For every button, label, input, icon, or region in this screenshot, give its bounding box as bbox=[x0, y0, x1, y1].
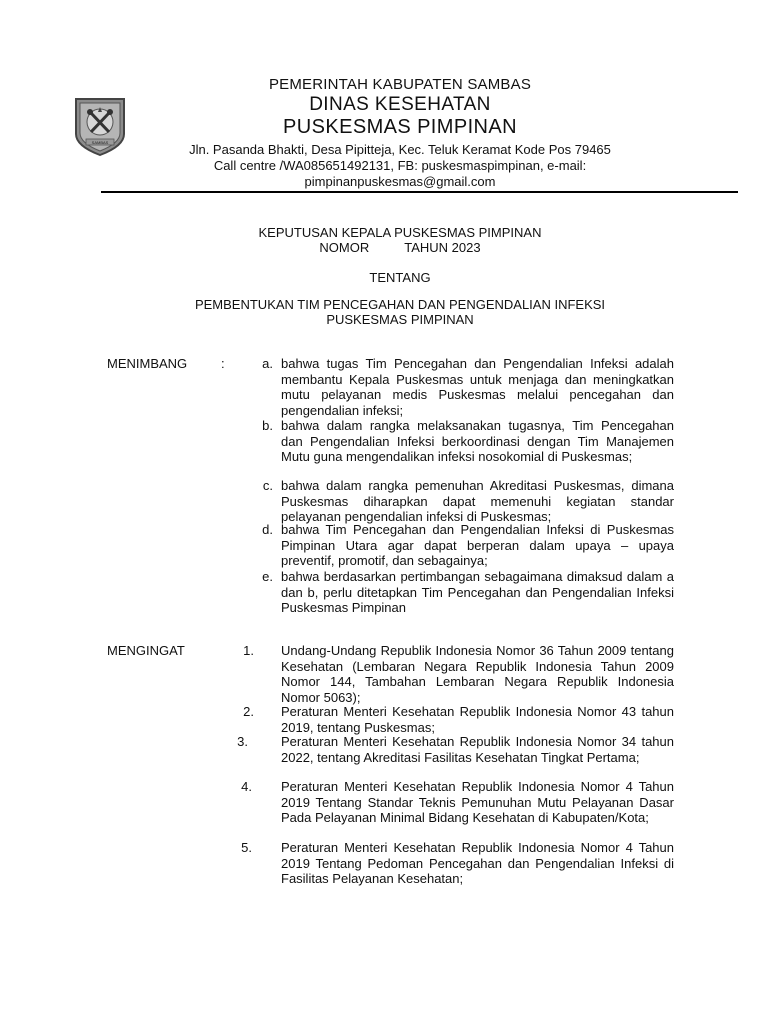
contact-line: Call centre /WA085651492131, FB: puskesmaspimpinan, e-mail: bbox=[213, 158, 587, 173]
address-line: Jln. Pasanda Bhakti, Desa Pipitteja, Kec. Teluk Keramat Kode Pos 79465 bbox=[189, 142, 611, 157]
item-marker: 2. bbox=[243, 704, 254, 719]
item-marker: 3. bbox=[237, 734, 248, 749]
tentang-heading: TENTANG bbox=[369, 270, 431, 285]
decree-subject bbox=[100, 297, 700, 327]
tahun-label: TAHUN 2023 bbox=[404, 240, 481, 255]
item-text: Peraturan Menteri Kesehatan Republik Indonesia Nomor 4 Tahun 2019 Tentang Standar Teknis Pemunuhan Mutu Pelayanan Dasar Pada Pelayanan Minimal Bidang Kesehatan di Kabupaten/Kota; bbox=[281, 779, 674, 826]
email-line: pimpinanpuskesmas@gmail.com bbox=[304, 174, 496, 189]
item-text: bahwa Tim Pencegahan dan Pengendalian Infeksi di Puskesmas Pimpinan Utara agar dapat berperan dalam upaya – upaya preventif, promotif, dan sebagainya; bbox=[281, 522, 674, 569]
department-name: DINAS KESEHATAN bbox=[309, 94, 491, 115]
sambas-regency-emblem-icon bbox=[68, 94, 132, 158]
item-marker: a. bbox=[262, 356, 273, 371]
item-marker: 5. bbox=[241, 840, 252, 855]
item-text: Peraturan Menteri Kesehatan Republik Indonesia Nomor 34 tahun 2022, tentang Akreditasi Fasilitas Kesehatan Tingkat Pertama; bbox=[281, 734, 674, 765]
item-text: bahwa berdasarkan pertimbangan sebagaimana dimaksud dalam a dan b, perlu ditetapkan Tim Pencegahan dan Pengendalian Infeksi Puskesmas Pimpinan bbox=[281, 569, 674, 616]
letterhead bbox=[150, 76, 650, 190]
logo-ribbon-text: SAMBAS bbox=[91, 140, 109, 145]
item-text: Peraturan Menteri Kesehatan Republik Indonesia Nomor 4 Tahun 2019 Tentang Pedoman Pencegahan dan Pengendalian Infeksi di Fasilitas Pelayanan Kesehatan; bbox=[281, 840, 674, 887]
subject-line-2: PUSKESMAS PIMPINAN bbox=[326, 312, 474, 327]
item-marker: 4. bbox=[241, 779, 252, 794]
item-marker: d. bbox=[262, 522, 273, 537]
decree-number-line bbox=[100, 240, 700, 255]
mengingat-label: MENGINGAT bbox=[107, 643, 185, 658]
subject-line-1: PEMBENTUKAN TIM PENCEGAHAN DAN PENGENDALIAN INFEKSI bbox=[194, 297, 606, 312]
nomor-label: NOMOR bbox=[319, 240, 370, 255]
item-marker: c. bbox=[262, 478, 273, 493]
decree-heading: KEPUTUSAN KEPALA PUSKESMAS PIMPINAN bbox=[258, 225, 542, 240]
item-marker: 1. bbox=[243, 643, 254, 658]
institution-name: PUSKESMAS PIMPINAN bbox=[283, 116, 517, 138]
item-text: Peraturan Menteri Kesehatan Republik Indonesia Nomor 43 tahun 2019, tentang Puskesmas; bbox=[281, 704, 674, 735]
item-text: bahwa dalam rangka pemenuhan Akreditasi Puskesmas, dimana Puskesmas diharapkan dapat memenuhi kegiatan standar pelayanan pengendalian infeksi di Puskesmas; bbox=[281, 478, 674, 525]
letterhead-divider bbox=[101, 191, 738, 193]
item-text: bahwa tugas Tim Pencegahan dan Pengendalian Infeksi adalah membantu Kepala Puskesmas untuk menjaga dan meningkatkan mutu pelayanan medis Puskesmas melalui pencegahan dan pengendalian infeksi; bbox=[281, 356, 674, 418]
item-text: bahwa dalam rangka melaksanakan tugasnya, Tim Pencegahan dan Pengendalian Infeksi berkoordinasi dengan Tim Manajemen Mutu guna mengendalikan infeksi nosokomial di Puskesmas; bbox=[281, 418, 674, 465]
decree-title bbox=[100, 225, 700, 255]
government-name: PEMERINTAH KABUPATEN SAMBAS bbox=[268, 76, 532, 93]
item-text: Undang-Undang Republik Indonesia Nomor 36 Tahun 2009 tentang Kesehatan (Lembaran Negara Republik Indonesia Tahun 2009 Nomor 144, Tambahan Lembaran Negara Republik Indonesia Nomor 5063); bbox=[281, 643, 674, 705]
item-marker: b. bbox=[262, 418, 273, 433]
menimbang-label: MENIMBANG bbox=[107, 356, 188, 371]
menimbang-colon: : bbox=[221, 356, 225, 371]
item-marker: e. bbox=[262, 569, 273, 584]
